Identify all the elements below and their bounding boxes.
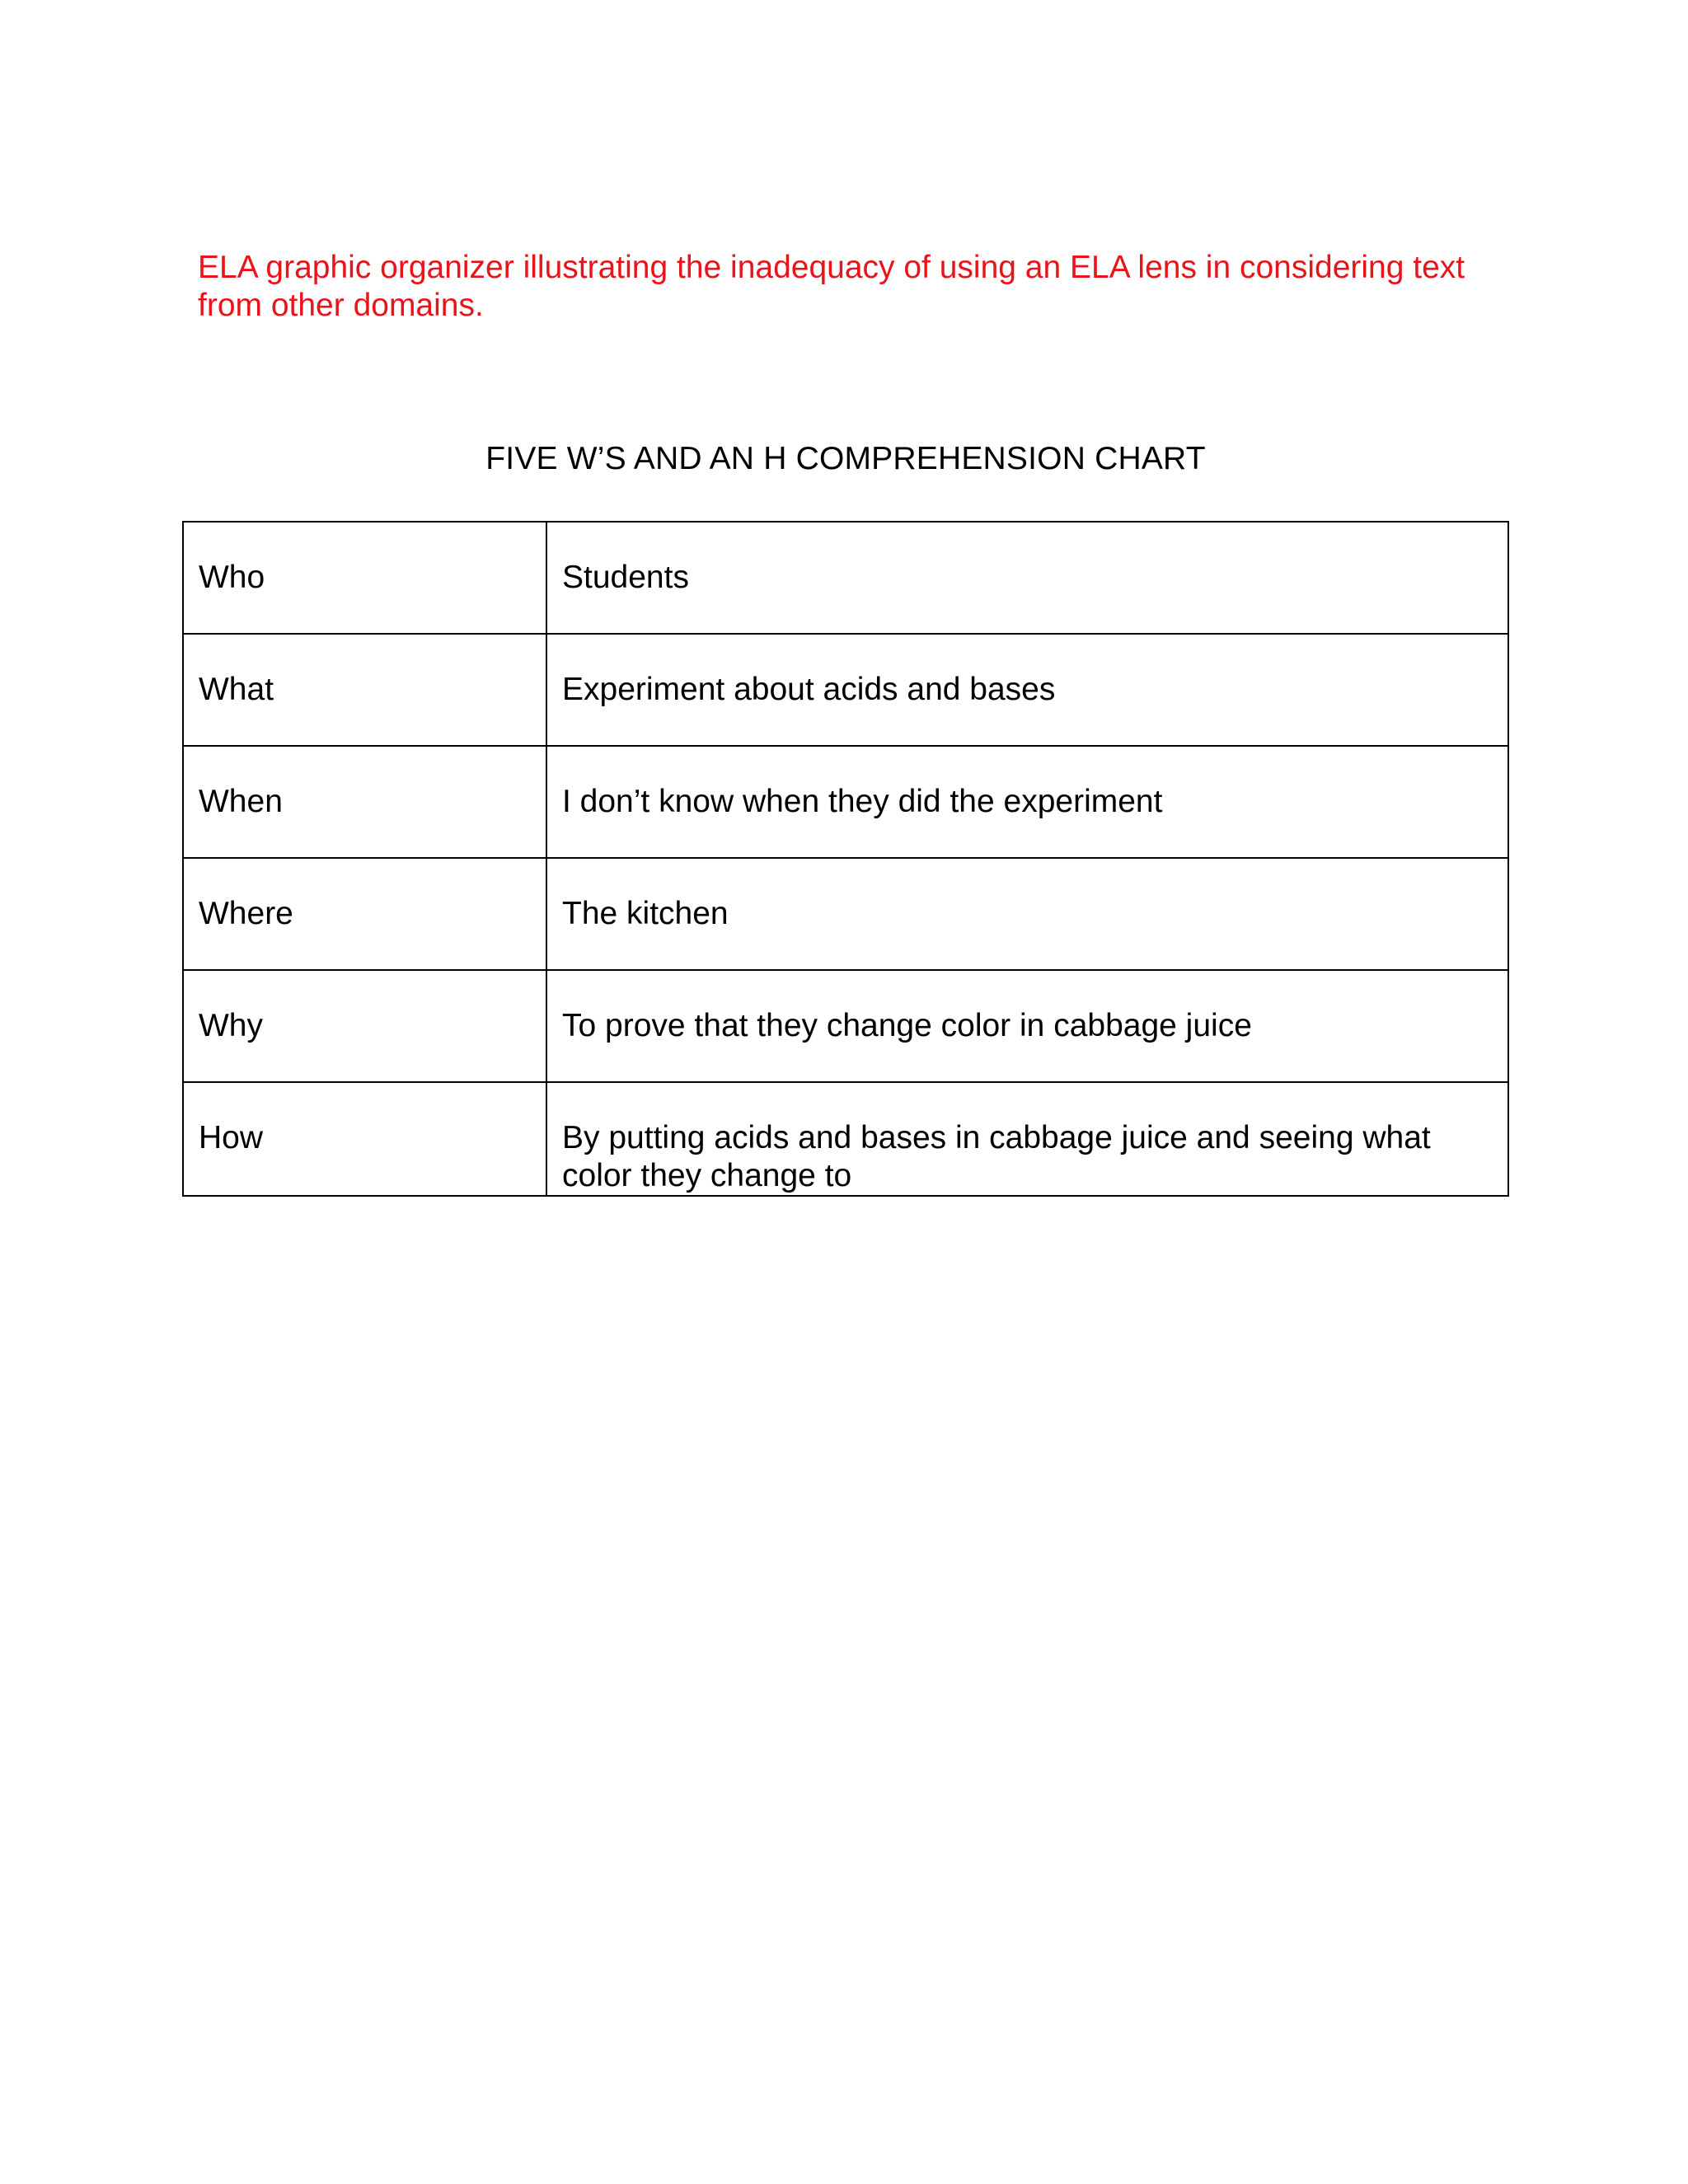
row-answer: By putting acids and bases in cabbage juice and seeing what color they change to	[546, 1082, 1508, 1196]
chart-title: FIVE W’S AND AN H COMPREHENSION CHART	[485, 441, 1206, 476]
row-answer: I don’t know when they did the experiment	[546, 746, 1508, 858]
row-label: When	[183, 746, 546, 858]
table-row-why	[183, 970, 1508, 1082]
table-row-when	[183, 746, 1508, 858]
table-row-how	[183, 1082, 1508, 1196]
table-row-what	[183, 634, 1508, 746]
row-label: Who	[183, 522, 546, 634]
row-answer: Experiment about acids and bases	[546, 634, 1508, 746]
table-row-where	[183, 858, 1508, 970]
row-label: Where	[183, 858, 546, 970]
comprehension-chart-table	[182, 521, 1509, 1197]
table-row-who	[183, 522, 1508, 634]
row-label: How	[183, 1082, 546, 1196]
row-answer: The kitchen	[546, 858, 1508, 970]
annotation-note: ELA graphic organizer illustrating the inadequacy of using an ELA lens in considering text from other domains.	[198, 250, 1465, 323]
row-answer: To prove that they change color in cabbage juice	[546, 970, 1508, 1082]
row-answer: Students	[546, 522, 1508, 634]
row-label: Why	[183, 970, 546, 1082]
row-label: What	[183, 634, 546, 746]
